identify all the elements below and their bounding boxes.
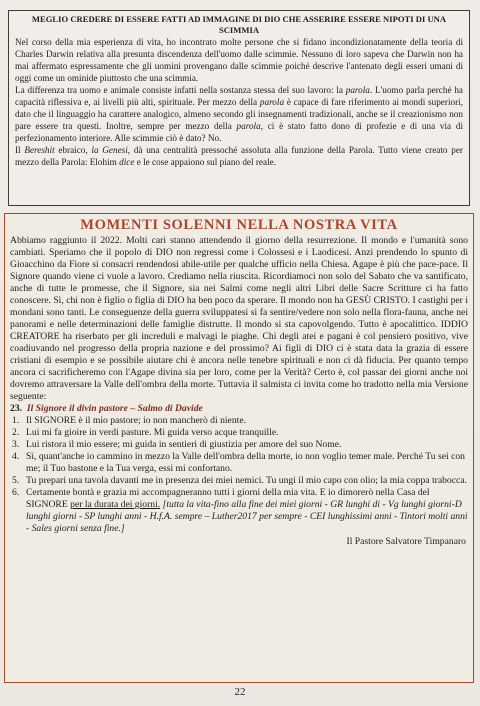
article-heading: MOMENTI SOLENNI NELLA NOSTRA VITA (80, 217, 398, 233)
text-run: , ci è stato fatto dono di profezie e di una via di perfezionamento interiore. Alle scimmie ciò è dato? No. (15, 121, 463, 144)
verse-number: 5. (12, 475, 20, 486)
verse-number: 4. (12, 451, 20, 462)
psalm-title-text: Il Signore il divin pastore – Salmo di Davide (26, 403, 203, 414)
verse-text: Il SIGNORE è il mio pastore; io non mancherò di niente. (26, 415, 246, 426)
article-box-momenti-solenni (4, 213, 474, 683)
verse-text: Lui ristora il mio essere; mi guida in sentieri di giustizia per amore del suo Nome. (26, 439, 342, 450)
verse-number: 1. (12, 415, 20, 426)
article-title: MEGLIO CREDERE DI ESSERE FATTI AD IMMAGINE DI DIO CHE ASSERIRE ESSERE NIPOTI DI UNA SCIMMIA (31, 14, 447, 35)
italic-word: parola (259, 97, 285, 108)
verse-3 (10, 439, 468, 451)
verse-number: 2. (12, 427, 20, 438)
verse-text: Certamente bontà e grazia mi accompagneranno tutti i giorni della mia vita. E io dimorerò nella Casa del SIGNORE (26, 487, 430, 510)
psalm-title (10, 403, 468, 415)
underlined-phrase: per la durata dei giorni. (70, 499, 161, 510)
psalm-verses (10, 415, 468, 535)
verse-text: Lui mi fa gioire in verdi pasture. Mi guida verso acque tranquille. (26, 427, 279, 438)
text-run: è capace di fare riferimento ai mondi superiori, dato che il linguaggio ha carattere analogico, almeno secondo gli insegnamenti tradizionali, anche se il creazionismo non pare essere tra questi. Inoltre, sempre per mezzo della (15, 97, 464, 132)
italic-word: la Genesi (91, 145, 128, 156)
text-run: ebraico, (54, 145, 92, 156)
paragraph-1: Nel corso della mia esperienza di vita, ho incontrato molte persone che si fidano incondizionatamente della teoria di Charles Darwin relativa alla presunta discendenza dell'uomo dalle scimmie. Nessuno di loro sapeva che Darwin non ha mai affermato espressamente che gli uomini provengano dalle scimmie poiché descrive l'antenato degli esseri umani di oggi come un ominide piuttosto che una scimmia. (15, 37, 463, 84)
text-run: Il (15, 145, 25, 156)
italic-word: dice (119, 157, 135, 168)
verse-text: Sì, quant'anche io cammino in mezzo la Valle dell'ombra della morte, io non voglio temer male. Perché Tu sei con me; il Tuo bastone e la Tua verga, essi mi confortano. (26, 451, 465, 474)
verse-5 (10, 475, 468, 487)
italic-word: Bereshit (24, 145, 55, 156)
verse-1 (10, 415, 468, 427)
psalm-number: 23. (10, 403, 23, 414)
page-number: 22 (234, 686, 246, 698)
article-box-darwin (8, 10, 470, 206)
verse-2 (10, 427, 468, 439)
text-run: La differenza tra uomo e animale consiste infatti nella sostanza stessa del suo lavoro: la (15, 85, 346, 96)
text-run: , dà una centralità pressoché assoluta alla funzione della Parola. Tutto viene creato per mezzo della Parola: Elohim (15, 145, 463, 168)
translation-note: [tutta la vita-fino alla fine dei miei giorni - GR lunghi di - Vg lunghi giorni-D lunghi giorni - SP lunghi anni - H.f.A. sempre – Luther2017 per sempre - CEI lunghissimi anni - Tintori molti anni - Sales giorni senza fine.] (26, 499, 468, 534)
text-run: . L'uomo parla perché ha capacità riflessiva e, ai livelli più alti, spirituale. Per mezzo della (15, 85, 464, 108)
italic-word: parola (236, 121, 261, 132)
verse-6 (10, 487, 468, 535)
verse-number: 3. (12, 439, 20, 450)
verse-4 (10, 451, 468, 475)
author-signature: Il Pastore Salvatore Timpanaro (346, 536, 466, 547)
paragraph-2 (15, 84, 463, 144)
paragraph-3 (15, 144, 463, 168)
verse-number: 6. (12, 487, 20, 498)
italic-word: parola (345, 85, 370, 96)
text-run: e le cose appaiono sul piano del reale. (134, 157, 276, 168)
verse-text: Tu prepari una tavola davanti me in presenza dei miei nemici. Tu ungi il mio capo con olio; la mia coppa trabocca. (26, 475, 467, 486)
article-body: Abbiamo raggiunto il 2022. Molti cari stanno attendendo il giorno della resurrezione. Il mondo e l'umanità sono cambiati. Speriamo che il popolo di DIO non regressi come i Colossesi e i Laodicesi. Anzi prendendo lo spunto di Gioacchino da Fiore si consacri rendendosi abile-utile per qualche ufficio nella Chiesa. Agape è più che pace-pace. Il Signore quando viene ci vuole a lavoro. Crediamo nella riuscita. Ricordiamoci non solo del Sabato che va santificato, anche di tutte le promesse, che il Signore, sia nei Salmi come negli altri Libri delle Sacre Scritture ci ha fatto conoscere. Sì, chi non è figlio o figlia di DIO ha ben poco da sperare. Il mondo non ha GESÙ CRISTO. I castighi per i mondani sono tanti. Le conseguenze della guerra sviluppatesi si fa sentire/vedere non solo nella flora-fauna, anche nei panorami e nelle determinazioni delle famiglie distrutte. Il mondo si sta capovolgendo. Tutto è apocalittico. IDDIO CREATORE ha riserbato per gli increduli e malvagi le piaghe. Chi degli atei e pagani è col pensiero positivo, vive coadiuvando nel progresso della propria nazione e del prossimo? Ai figli di DIO ci è stata data la grazia di essere cristiani di esempio e se possibile aiutare chi è ancora nelle tenebre spirituali e non ci dà fiducia. Per quanto tempo ancora ci sacrificheremo con l'Agape divina sia per loro, come per la Verità? Certo è, col passar dei giorni anche noi dovremo attraversare la Valle dell'ombra della morte. Tuttavia il salmista ci invita come ho tradotto nella mia Versione seguente: (10, 235, 468, 402)
